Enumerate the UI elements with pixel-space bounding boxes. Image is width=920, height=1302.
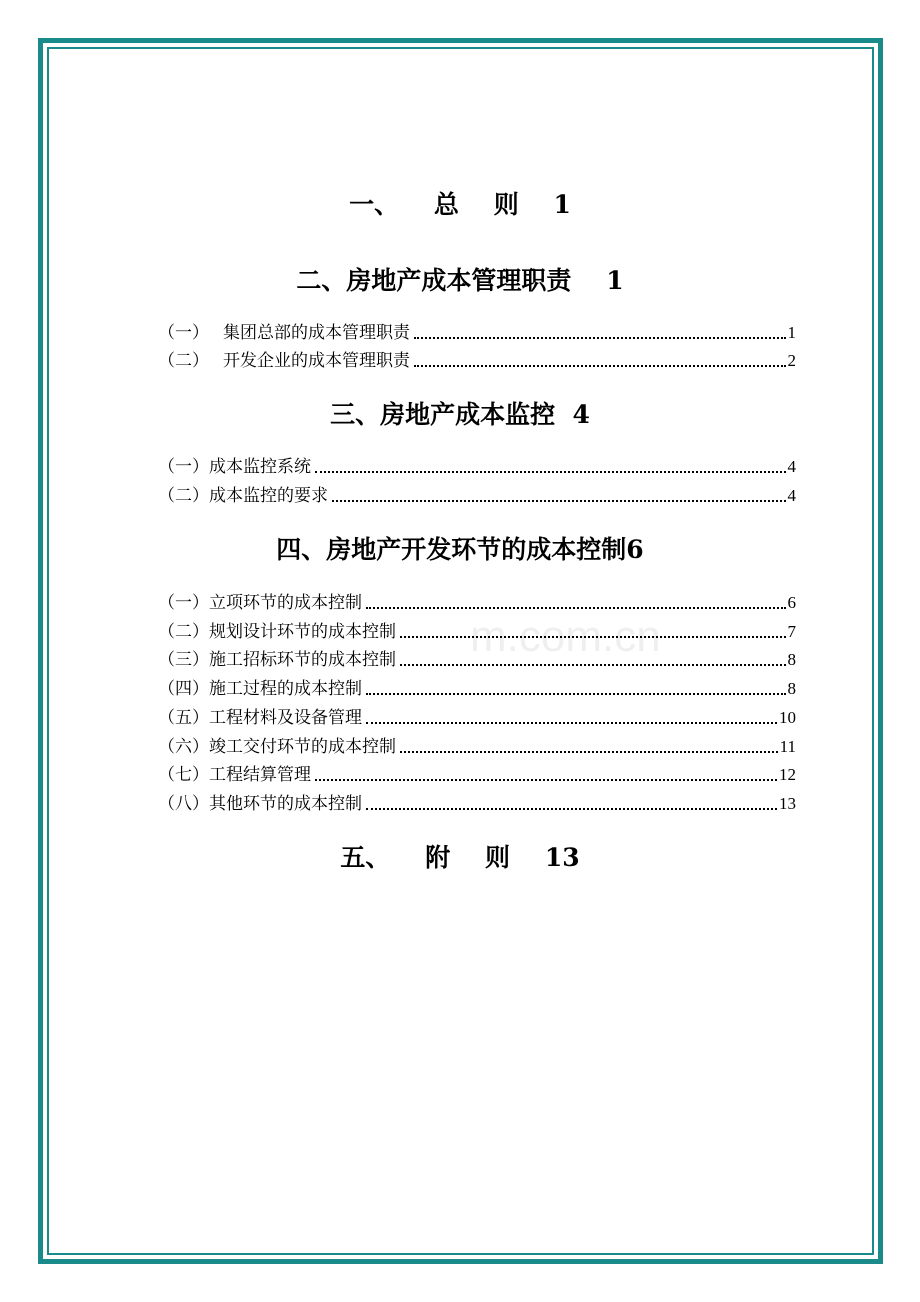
toc-entry[interactable] [158, 705, 796, 729]
toc-entry-title: 开发企业的成本管理职责 [223, 351, 410, 371]
toc-entry-number: （二） [158, 351, 209, 371]
toc-heading-cost-monitoring[interactable]: 三、房地产成本监控 4 [330, 400, 590, 429]
toc-entry[interactable] [158, 590, 796, 614]
toc-entry-number: （三） [158, 650, 209, 670]
toc-entry-page: 7 [787, 622, 796, 641]
toc-entry-page: 10 [779, 708, 796, 727]
toc-entry-title: 施工招标环节的成本控制 [209, 650, 396, 670]
toc-entry-number: （一） [158, 323, 209, 343]
toc-entry[interactable] [158, 791, 796, 815]
toc-entry-title: 工程结算管理 [209, 765, 311, 785]
toc-heading-general-provisions[interactable]: 一、 总 则 1 [349, 190, 571, 219]
toc-entry-page: 8 [787, 679, 796, 698]
toc-entry-number: （八） [158, 794, 209, 814]
toc-entry[interactable] [158, 320, 796, 344]
dot-leader [414, 337, 786, 339]
dot-leader [414, 365, 786, 367]
toc-entry-page: 11 [779, 737, 796, 756]
toc-entry-title: 集团总部的成本管理职责 [223, 323, 410, 343]
toc-heading-development-cost-control[interactable]: 四、房地产开发环节的成本控制6 [276, 535, 644, 564]
toc-entry-number: （二） [158, 486, 209, 506]
toc-entry[interactable] [158, 454, 796, 478]
toc-entry-number: （七） [158, 765, 209, 785]
toc-entry-title: 竣工交付环节的成本控制 [209, 737, 396, 757]
dot-leader [315, 471, 786, 473]
toc-entry-number: （五） [158, 708, 209, 728]
toc-entry[interactable] [158, 483, 796, 507]
dot-leader [332, 500, 786, 502]
toc-entry-number: （四） [158, 679, 209, 699]
toc-entry-page: 4 [787, 457, 796, 476]
dot-leader [400, 664, 786, 666]
toc-entry-page: 1 [787, 323, 796, 342]
toc-entry-page: 8 [787, 650, 796, 669]
toc-entry-page: 13 [779, 794, 796, 813]
toc-entry[interactable] [158, 348, 796, 372]
toc-entry-title: 成本监控系统 [209, 457, 311, 477]
dot-leader [315, 779, 777, 781]
toc-entry-page: 4 [787, 486, 796, 505]
toc-entry-number: （一） [158, 593, 209, 613]
toc-entry[interactable] [158, 676, 796, 700]
toc-heading-cost-management-duties[interactable]: 二、房地产成本管理职责 1 [296, 266, 624, 295]
toc-entry-title: 施工过程的成本控制 [209, 679, 362, 699]
toc-entry-title: 其他环节的成本控制 [209, 794, 362, 814]
toc-entry-page: 2 [787, 351, 796, 370]
watermark: m.com.cn [470, 612, 661, 661]
toc-entry-title: 立项环节的成本控制 [209, 593, 362, 613]
toc-entry-number: （六） [158, 737, 209, 757]
toc-entry-number: （一） [158, 457, 209, 477]
toc-entry[interactable] [158, 619, 796, 643]
dot-leader [366, 693, 786, 695]
toc-entry-number: （二） [158, 622, 209, 642]
toc-entry-title: 工程材料及设备管理 [209, 708, 362, 728]
toc-entry-title: 成本监控的要求 [209, 486, 328, 506]
dot-leader [400, 751, 778, 753]
toc-entry[interactable] [158, 734, 796, 758]
toc-heading-supplementary-provisions[interactable]: 五、 附 则 13 [340, 843, 580, 872]
toc-entry-page: 12 [779, 765, 796, 784]
toc-entry[interactable] [158, 762, 796, 786]
toc-entry-page: 6 [787, 593, 796, 612]
toc-entry[interactable] [158, 647, 796, 671]
dot-leader [366, 722, 777, 724]
dot-leader [366, 607, 786, 609]
toc-entry-title: 规划设计环节的成本控制 [209, 622, 396, 642]
dot-leader [400, 636, 786, 638]
dot-leader [366, 808, 777, 810]
